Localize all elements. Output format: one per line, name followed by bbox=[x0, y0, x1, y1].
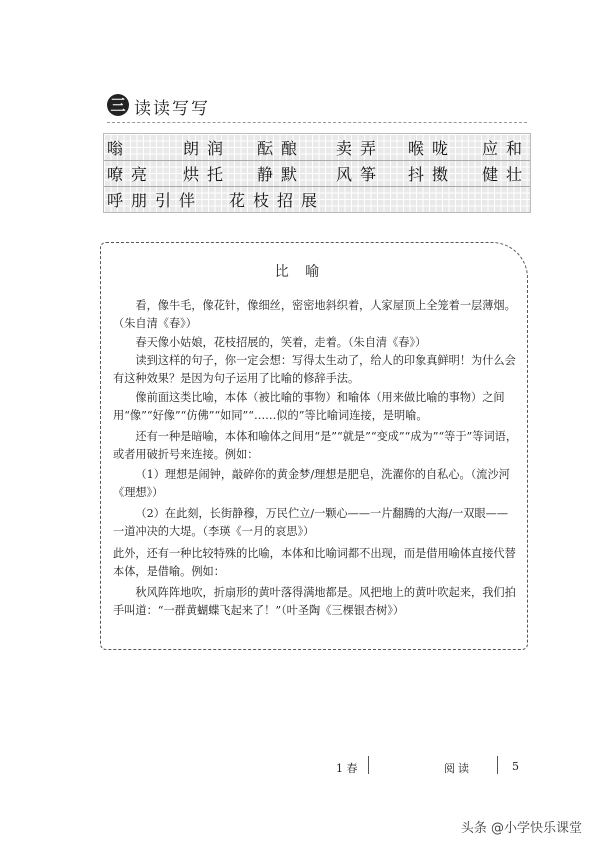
article-paragraph bbox=[113, 584, 518, 620]
article-paragraph bbox=[113, 428, 518, 464]
vocab-word: 卖弄 bbox=[336, 139, 385, 158]
section-number-badge: 三 bbox=[107, 94, 129, 116]
section-header-divider bbox=[107, 122, 527, 123]
vocab-word: 嘹亮 bbox=[107, 165, 156, 184]
article-paragraph bbox=[113, 389, 518, 425]
paragraph-text: （1）理想是闹钟，敲碎你的黄金梦/理想是肥皂，洗濯你的自私心。（流沙河《理想》） bbox=[113, 468, 510, 499]
article-paragraph bbox=[113, 334, 518, 352]
paragraph-text: 春天像小姑娘，花枝招展的，笑着，走着。（朱自清《春》） bbox=[135, 336, 427, 349]
article-paragraph bbox=[113, 352, 518, 388]
paragraph-text: 像前面这类比喻，本体（被比喻的事物）和喻体（用来做比喻的事物）之间用“像”“好像”“仿佛”“如同”“……似的”等比喻词连接，是明喻。 bbox=[113, 391, 505, 422]
vocabulary-grid bbox=[103, 133, 531, 213]
paragraph-text: 秋风阵阵地吹，折扇形的黄叶落得满地都是。风把地上的黄叶吹起来，我们拍手叫道：“一群黄蝴蝶飞起来了！”（叶圣陶《三棵银杏树》） bbox=[113, 586, 516, 617]
vocab-word: 风筝 bbox=[336, 165, 385, 184]
vocab-word: 应和 bbox=[482, 139, 531, 158]
vocab-word: 酝酿 bbox=[257, 139, 306, 158]
paragraph-text: 读到这样的句子，你一定会想：写得太生动了，给人的印象真鲜明！为什么会有这种效果？是因为句子运用了比喻的修辞手法。 bbox=[113, 354, 516, 385]
paragraph-text: 还有一种是暗喻，本体和喻体之间用“是”“就是”“变成”“成为”“等于”等词语，或者用破折号来连接。例如： bbox=[113, 430, 518, 461]
vocabulary-row-1 bbox=[104, 134, 530, 160]
vocab-word: 花枝招展 bbox=[229, 191, 326, 210]
vocabulary-row-3 bbox=[104, 186, 530, 212]
vocab-word: 抖擞 bbox=[408, 165, 457, 184]
article-title: 比 喻 bbox=[274, 264, 326, 280]
page-number: 5 bbox=[512, 760, 519, 773]
footer-divider bbox=[368, 756, 369, 774]
vocab-word: 朗润 bbox=[183, 139, 232, 158]
article-paragraph bbox=[113, 505, 518, 541]
article-paragraph bbox=[113, 466, 518, 502]
vocab-word: 嗡 bbox=[107, 139, 132, 158]
section-title: 读读写写 bbox=[134, 99, 210, 119]
paragraph-text: 看，像牛毛，像花针，像细丝，密密地斜织着，人家屋顶上全笼着一层薄烟。（朱自清《春》） bbox=[113, 299, 516, 330]
watermark: 头条 @小学快乐课堂 bbox=[460, 821, 582, 836]
footer-divider bbox=[497, 756, 498, 774]
vocab-word: 烘托 bbox=[183, 165, 232, 184]
footer-category: 阅读 bbox=[444, 762, 472, 775]
article-paragraph bbox=[113, 297, 518, 333]
paragraph-text: 此外，还有一种比较特殊的比喻，本体和比喻词都不出现，而是借用喻体直接代替本体，是借喻。例如： bbox=[113, 547, 516, 578]
vocab-word: 喉咙 bbox=[408, 139, 457, 158]
vocab-word: 健壮 bbox=[482, 165, 531, 184]
vocab-word: 呼朋引伴 bbox=[107, 191, 204, 210]
footer-unit: 1 春 bbox=[336, 762, 358, 775]
article-paragraph bbox=[113, 545, 518, 581]
vocabulary-row-2 bbox=[104, 160, 530, 186]
vocab-word: 静默 bbox=[257, 165, 306, 184]
paragraph-text: （2）在此刻，长街静穆，万民伫立/一颗心——一片翻腾的大海/一双眼——一道冲决的大堤。（李瑛《一月的哀思》） bbox=[113, 507, 509, 538]
